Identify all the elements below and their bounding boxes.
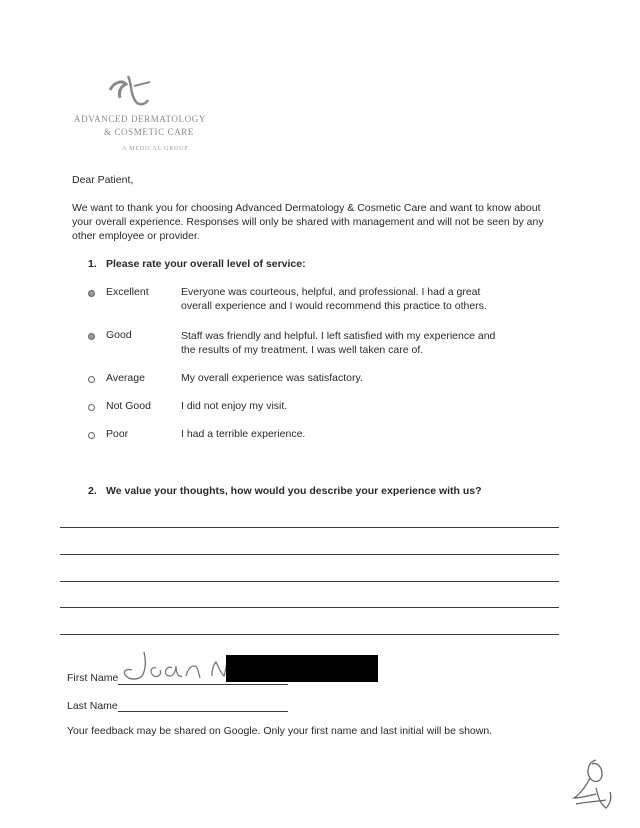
question-1-text: Please rate your overall level of service: [106, 258, 306, 270]
question-2-number: 2. [88, 485, 97, 497]
answer-line-1[interactable] [60, 527, 559, 528]
intro-line-3: other employee or provider. [72, 230, 200, 242]
option-label-excellent: Excellent [106, 286, 149, 298]
first-name-handwriting [116, 646, 236, 686]
radio-not-good[interactable] [88, 404, 95, 411]
answer-line-5[interactable] [60, 634, 559, 635]
option-label-good: Good [106, 329, 132, 341]
radio-poor[interactable] [88, 432, 95, 439]
salutation: Dear Patient, [72, 174, 134, 186]
question-1-number: 1. [88, 258, 97, 270]
last-name-field[interactable] [118, 711, 288, 712]
option-desc-good-1: Staff was friendly and helpful. I left satisfied with my experience and [181, 330, 496, 342]
logo-text-line2: & COSMETIC CARE [104, 127, 195, 137]
option-desc-excellent-1: Everyone was courteous, helpful, and professional. I had a great [181, 286, 481, 298]
footer-note: Your feedback may be shared on Google. Only your first name and last initial will be shown. [67, 725, 493, 737]
last-name-label: Last Name [67, 700, 118, 712]
question-2-text: We value your thoughts, how would you describe your experience with us? [106, 485, 482, 497]
option-desc-poor-1: I had a terrible experience. [181, 428, 306, 440]
radio-average[interactable] [88, 376, 95, 383]
intro-line-1: We want to thank you for choosing Advanced Dermatology & Cosmetic Care and want to know about [72, 202, 541, 214]
option-desc-average-1: My overall experience was satisfactory. [181, 372, 363, 384]
option-label-average: Average [106, 372, 145, 384]
option-label-not-good: Not Good [106, 400, 151, 412]
answer-line-3[interactable] [60, 581, 559, 582]
option-desc-good-2: the results of my treatment. I was well taken care of. [181, 344, 424, 356]
radio-excellent[interactable] [88, 290, 95, 297]
option-label-poor: Poor [106, 428, 129, 440]
option-desc-excellent-2: overall experience and I would recommend this practice to others. [181, 300, 487, 312]
answer-line-4[interactable] [60, 607, 559, 608]
logo-text-line1: ADVANCED DERMATOLOGY [74, 114, 206, 124]
radio-good[interactable] [88, 333, 95, 340]
redaction-box [226, 655, 378, 682]
answer-line-2[interactable] [60, 554, 559, 555]
logo-text-line3: A MEDICAL GROUP [122, 146, 189, 152]
first-name-label: First Name [67, 672, 119, 684]
intro-line-2: your overall experience. Responses will only be shared with management and will not be seen by any [72, 216, 544, 228]
initials-signature [566, 754, 616, 816]
option-desc-not-good-1: I did not enjoy my visit. [181, 400, 288, 412]
dancer-logo-icon [104, 72, 154, 112]
